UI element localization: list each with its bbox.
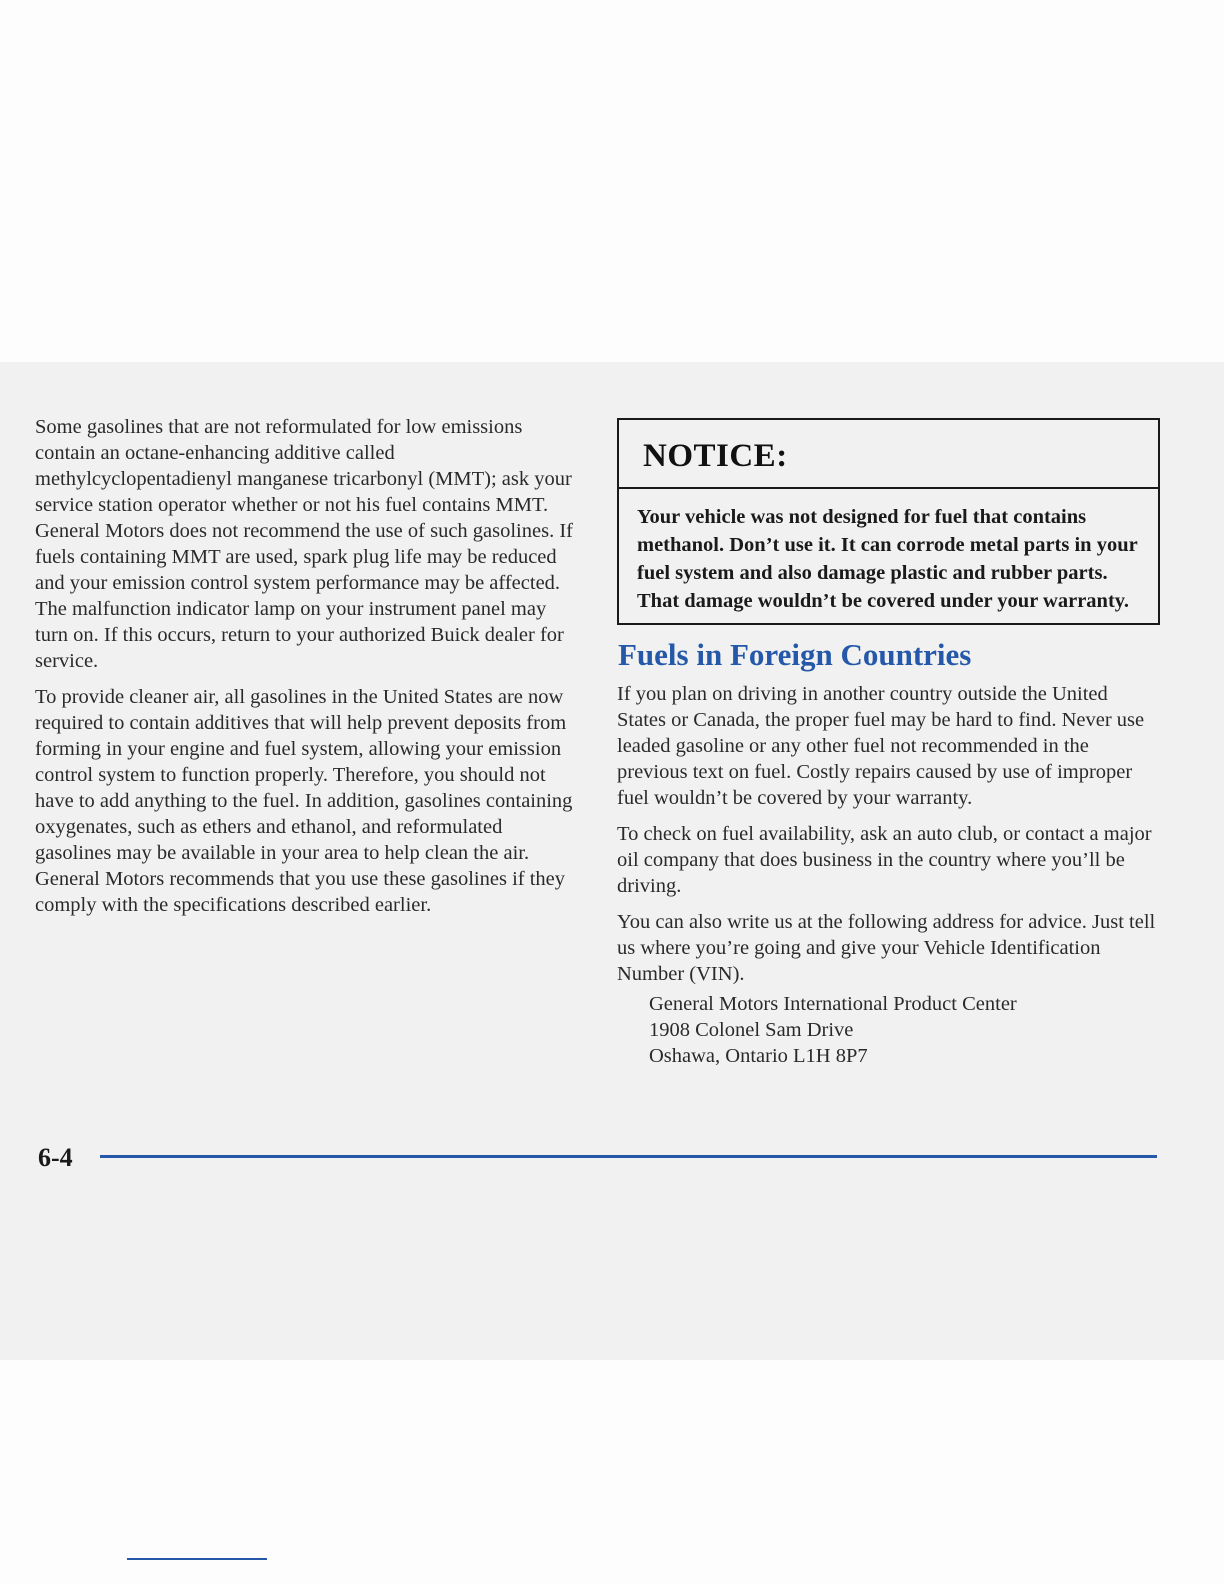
paragraph-write-us: You can also write us at the following address for advice. Just tell us where you’re going and give your Vehicle Identification Number (VIN). <box>617 911 1156 985</box>
left-column <box>35 414 580 928</box>
bottom-divider <box>127 1558 267 1560</box>
address-line-3: Oshawa, Ontario L1H 8P7 <box>649 1045 868 1067</box>
paragraph-cleaner-air: To provide cleaner air, all gasolines in the United States are now required to contain additives that will help prevent deposits from forming in your engine and fuel system, allowing your emission control system to function properly. Therefore, you should not have to add anything to the fuel. In addition, gasolines containing oxygenates, such as ethers and ethanol, and reformulated gasolines may be available in your area to help clean the air. General Motors recommends that you use these gasolines if they comply with the specifications described earlier. <box>35 686 573 916</box>
address-line-1: General Motors International Product Center <box>649 993 1017 1015</box>
notice-box <box>617 418 1160 625</box>
page-number: 6-4 <box>38 1143 73 1172</box>
address-block <box>649 991 1160 1069</box>
notice-body: Your vehicle was not designed for fuel that contains methanol. Don’t use it. It can corrode metal parts in your fuel system and also damage plastic and rubber parts. That damage wouldn’t be covered under your warranty. <box>637 506 1138 612</box>
paragraph-mmt: Some gasolines that are not reformulated for low emissions contain an octane-enhancing additive called methylcyclopentadienyl manganese tricarbonyl (MMT); ask your service station operator whether or not his fuel contains MMT. General Motors does not recommend the use of such gasolines. If fuels containing MMT are used, spark plug life may be reduced and your emission control system performance may be affected. The malfunction indicator lamp on your instrument panel may turn on. If this occurs, return to your authorized Buick dealer for service. <box>35 416 573 672</box>
paragraph-fuel-availability: To check on fuel availability, ask an auto club, or contact a major oil company that does business in the country where you’ll be driving. <box>617 823 1152 897</box>
notice-title: NOTICE: <box>619 420 1158 489</box>
address-line-2: 1908 Colonel Sam Drive <box>649 1019 854 1041</box>
paragraph-foreign-driving: If you plan on driving in another country outside the United States or Canada, the proper fuel may be hard to find. Never use leaded gasoline or any other fuel not recommended in the previous text on fuel. Costly repairs caused by use of improper fuel wouldn’t be covered by your warranty. <box>617 683 1145 809</box>
section-heading-foreign-fuels: Fuels in Foreign Countries <box>618 637 972 672</box>
right-column <box>617 418 1160 1069</box>
footer-divider <box>100 1155 1157 1158</box>
